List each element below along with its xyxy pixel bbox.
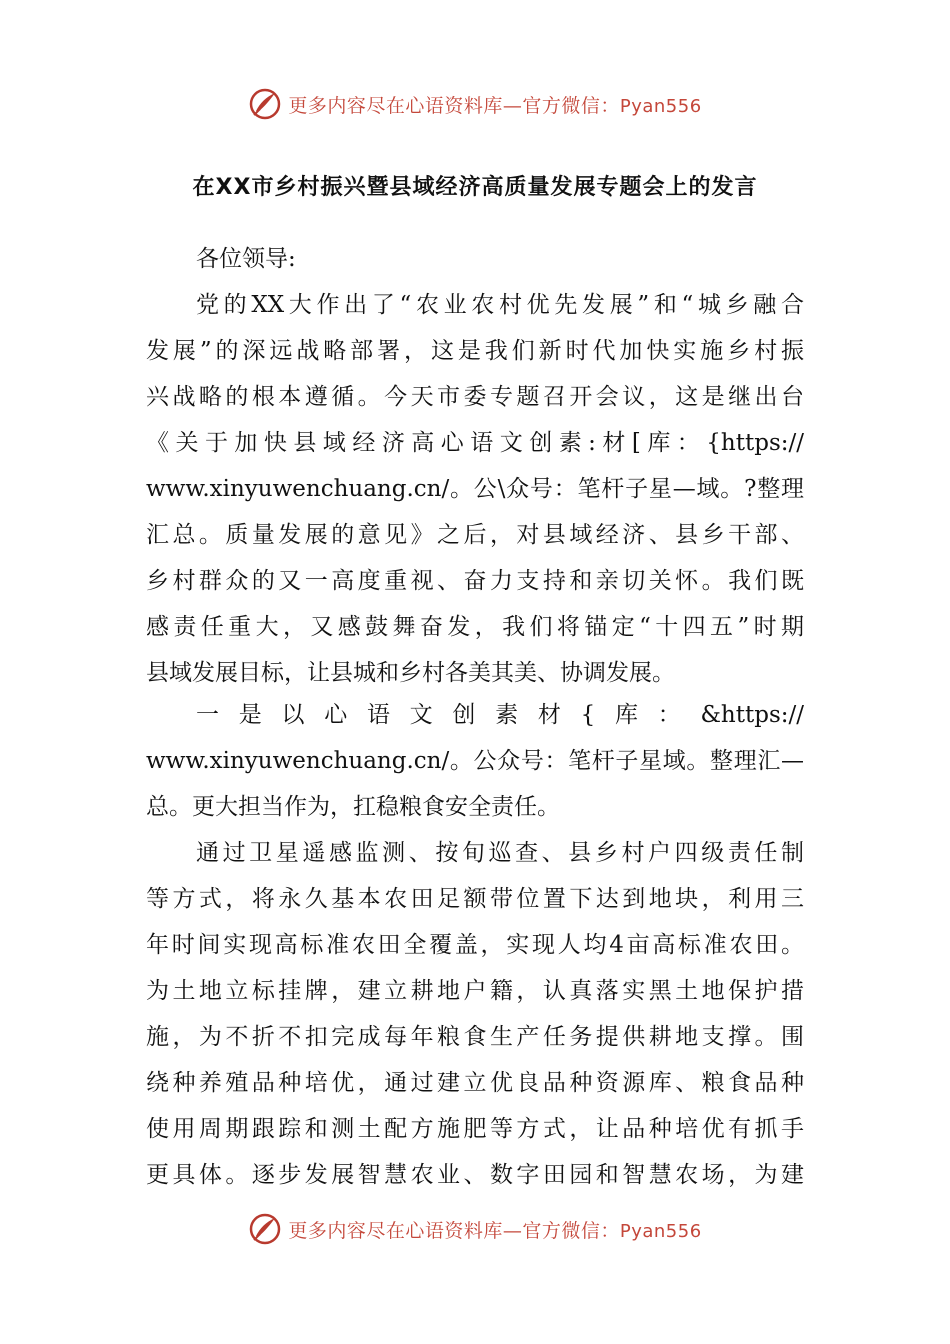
paragraph-line: 更具体。逐步发展智慧农业、数字田园和智慧农场，为建 bbox=[146, 1162, 804, 1188]
footer-banner bbox=[0, 1209, 950, 1249]
header-banner-text: 更多内容尽在心语资料库—官方微信： bbox=[288, 94, 620, 117]
section-heading-line: 一是以心语文创素材{库：&https:// bbox=[196, 702, 804, 728]
paragraph-line: 发展”的深远战略部署，这是我们新时代加快实施乡村振 bbox=[146, 338, 804, 364]
paragraph-line: 施，为不折不扣完成每年粮食生产任务提供耕地支撑。围 bbox=[146, 1024, 804, 1050]
section-heading-line: www.xinyuwenchuang.cn/。公众号：笔杆子星域。整理汇— bbox=[146, 748, 804, 774]
paragraph-line: 等方式，将永久基本农田足额带位置下达到地块，利用三 bbox=[146, 886, 804, 912]
paragraph-line: 党的XX大作出了“农业农村优先发展”和“城乡融合 bbox=[196, 292, 804, 318]
paragraph-line: www.xinyuwenchuang.cn/。公\众号：笔杆子星—域。?整理 bbox=[146, 476, 804, 502]
footer-banner-text: 更多内容尽在心语资料库—官方微信： bbox=[288, 1219, 620, 1242]
paragraph-line: 年时间实现高标准农田全覆盖，实现人均4亩高标准农田。 bbox=[146, 932, 804, 958]
quill-logo-icon bbox=[248, 87, 282, 121]
paragraph-line: 乡村群众的又一高度重视、奋力支持和亲切关怀。我们既 bbox=[146, 568, 804, 594]
paragraph-line: 感责任重大，又感鼓舞奋发，我们将锚定“十四五”时期 bbox=[146, 614, 804, 640]
salutation: 各位领导: bbox=[196, 246, 296, 272]
paragraph-line: 通过卫星遥感监测、按旬巡查、县乡村户四级责任制 bbox=[196, 840, 804, 866]
paragraph-line: 汇总。质量发展的意见》之后，对县域经济、县乡干部、 bbox=[146, 522, 804, 548]
paragraph-line: 兴战略的根本遵循。今天市委专题召开会议，这是继出台 bbox=[146, 384, 804, 410]
document-title: 在XX市乡村振兴暨县域经济高质量发展专题会上的发言 bbox=[192, 175, 758, 200]
header-wechat-id: Pyan556 bbox=[619, 95, 702, 117]
paragraph-line: 县域发展目标，让县城和乡村各美其美、协调发展。 bbox=[146, 660, 675, 686]
section-heading-line: 总。更大担当作为，扛稳粮食安全责任。 bbox=[146, 794, 560, 820]
paragraph-line: 《关于加快县域经济高心语文创素:材[库：{https:// bbox=[146, 430, 804, 456]
paragraph-line: 使用周期跟踪和测土配方施肥等方式，让品种培优有抓手 bbox=[146, 1116, 804, 1142]
footer-wechat-id: Pyan556 bbox=[619, 1220, 702, 1242]
paragraph-line: 绕种养殖品种培优，通过建立优良品种资源库、粮食品种 bbox=[146, 1070, 804, 1096]
header-banner bbox=[0, 84, 950, 124]
paragraph-line: 为土地立标挂牌，建立耕地户籍，认真落实黑土地保护措 bbox=[146, 978, 804, 1004]
quill-logo-icon bbox=[248, 1212, 282, 1246]
